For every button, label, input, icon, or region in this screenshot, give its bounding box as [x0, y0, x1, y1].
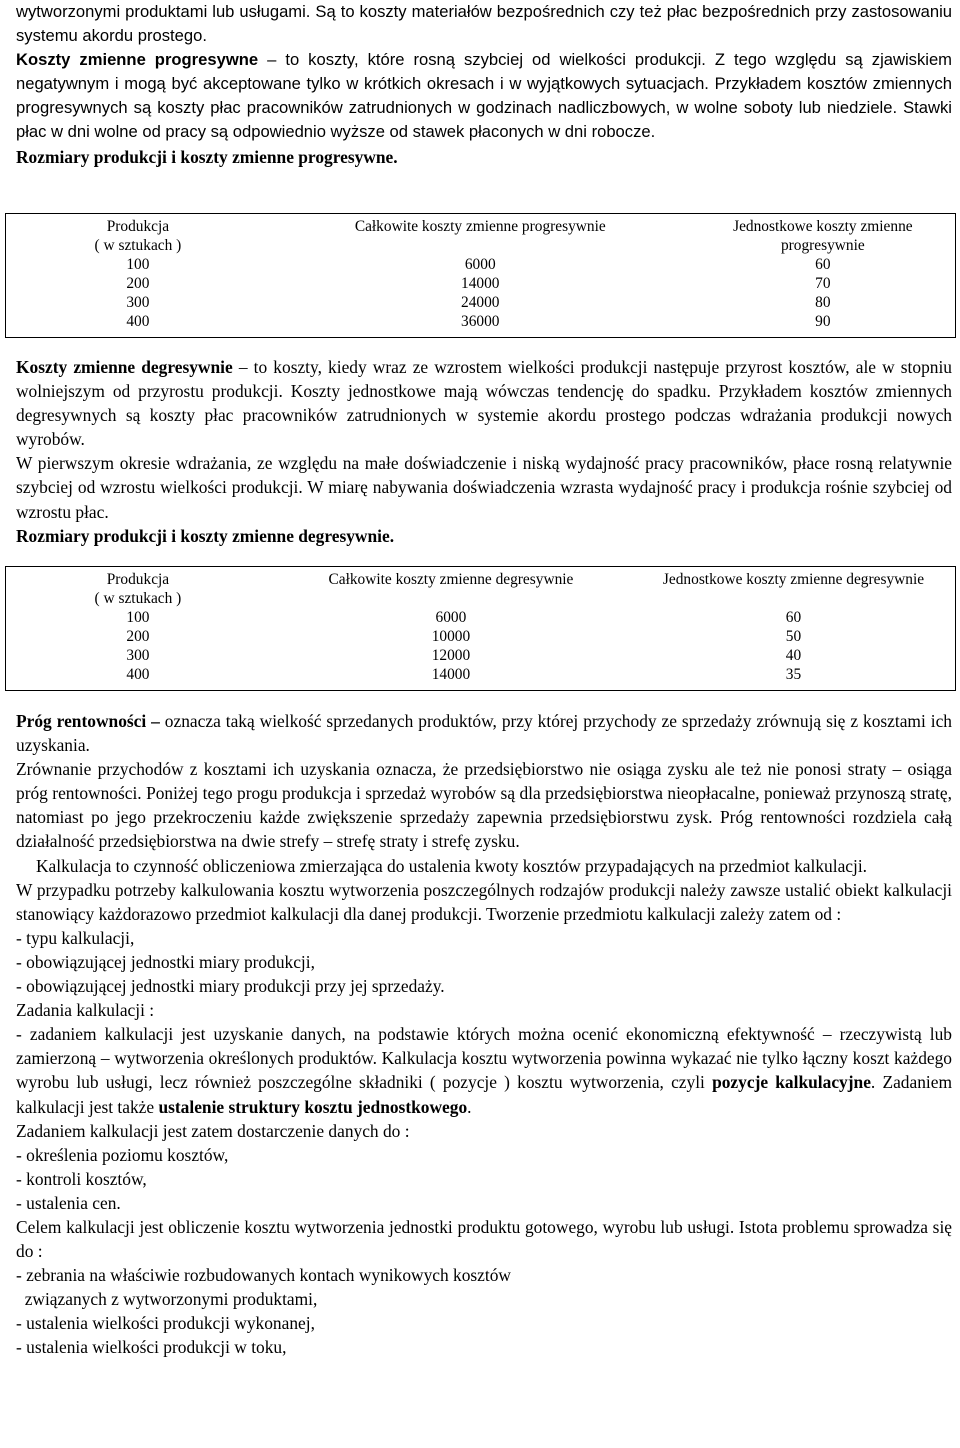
supply-item: - kontroli kosztów, [16, 1168, 147, 1189]
table-row: 200 10000 50 [126, 628, 802, 646]
dependency-item: - obowiązującej jednostki miary produkcji przy jej sprzedaży. [16, 976, 445, 997]
table-header-unit-costs: Jednostkowe koszty zmienne progresywnie [733, 218, 913, 255]
dependency-item: - typu kalkulacji, [16, 927, 135, 948]
breakeven-and-calculation-section [16, 709, 952, 1360]
goal-paragraph: Celem kalkulacji jest obliczenie kosztu wytworzenia jednostki produktu gotowego, wyrobu lub usługi. Istota problemu sprowadza się do : [16, 1216, 952, 1262]
degressive-costs-term: Koszty zmienne degresywnie [16, 357, 233, 377]
degressive-costs-table [5, 566, 956, 691]
supply-item: - ustalenia cen. [16, 1192, 121, 1213]
table-row: 200 14000 70 [126, 275, 831, 293]
goal-item: - zebrania na właściwie rozbudowanych kontach wynikowych kosztów [16, 1265, 511, 1286]
degressive-table-heading: Rozmiary produkcji i koszty zmienne degresywnie. [16, 525, 395, 546]
table-row: 300 12000 40 [126, 647, 802, 665]
progressive-costs-paragraph [16, 48, 952, 144]
table-header-total-costs: Całkowite koszty zmienne degresywnie [328, 571, 574, 588]
table-header-unit-costs: Jednostkowe koszty zmienne degresywnie [662, 571, 925, 588]
degressive-costs-paragraph: Koszty zmienne degresywnie – to koszty, kiedy wraz ze wzrostem wielkości produkcji następuje przyrost kosztów, ale w stopniu wolniejszym od przyrostu produkcji. Koszty jednostkowe mają wówczas tendencję do spadku. Przykładem kosztów zmiennych degresywnych są koszty płac pracowników zatrudnionych w systemie akordu prostego podczas wdrażania produkcji nowych wyrobów. [16, 357, 952, 450]
table-header-production: Produkcja ( w sztukach ) [94, 218, 182, 255]
degressive-costs-paragraph-2: W pierwszym okresie wdrażania, ze względu na małe doświadczenie i niską wydajność pracy pracowników, płace rosną relatywnie szybciej od wzrostu wielkości produkcji. W miarę nabywania doświadczenia wzrasta wydajność pracy i produkcja rośnie szybciej od wzrostu płac. [16, 453, 952, 522]
tasks-paragraph: - zadaniem kalkulacji jest uzyskanie danych, na podstawie których można ocenić ekonomiczną efektywność – rzeczywistą lub zamierzoną – wytworzenia określonych produktów. Kalkulacja kosztu wytworzenia powinna wykazać nie tylko łączny koszt każdego wyrobu lub usługi, lecz również poszczególne składniki ( pozycje ) kosztu wytworzenia, czyli pozycje kalkulacyjne. Zadaniem kalkulacji jest także ustalenie struktury kosztu jednostkowego. [16, 1024, 952, 1117]
table-row: 300 24000 80 [126, 294, 831, 312]
tasks-label: Zadania kalkulacji : [16, 1000, 155, 1021]
table-row: 100 6000 60 [126, 256, 831, 274]
table-row: 400 14000 35 [126, 666, 802, 684]
table-row: 400 36000 90 [126, 313, 831, 331]
breakeven-term: Próg rentowności – [16, 711, 160, 731]
progressive-table-heading: Rozmiary produkcji i koszty zmienne progresywne. [16, 146, 398, 167]
calculation-paragraph-2: W przypadku potrzeby kalkulowania kosztu wytworzenia poszczególnych rodzajów produkcji należy zawsze ustalić obiekt kalkulacji stanowiący każdorazowo przedmiot kalkulacji dla danej produkcji. Tworzenie przedmiotu kalkulacji zależy zatem od : [16, 879, 952, 924]
progressive-costs-definition: – to koszty, które rosną szybciej od wielkości produkcji. Z tego względu są zjawiskiem negatywnym i mogą być akceptowane tylko w krótkich okresach i w wyjątkowych sytuacjach. Przykładem kosztów zmiennych progresywnych są koszty płac pracowników zatrudnionych w godzinach nadliczbowych, w wolne soboty lub niedziele. Stawki płac w dni wolne od pracy są odpowiednio wyższe od stawek płaconych w dni robocze. [16, 50, 952, 142]
dependency-item: - obowiązującej jednostki miary produkcji, [16, 951, 315, 972]
breakeven-paragraph-2: Zrównanie przychodów z kosztami ich uzyskania oznacza, że przedsiębiorstwo nie osiąga zysku ale też nie ponosi straty – osiąga próg rentowności. Poniżej tego progu produkcja i sprzedaż wyrobów są dla przedsiębiorstwa nieopłacalne, ponieważ przynoszą stratę, natomiast po jego przekroczeniu każde zwiększenie sprzedaży zapewnia przedsiębiorstwu zysk. Próg rentowności rozdziela całą działalność przedsiębiorstwa na dwie strefy – strefę straty i strefę zysku. [16, 759, 952, 852]
intro-paragraph: wytworzonymi produktami lub usługami. Są to koszty materiałów bezpośrednich czy też płac bezpośrednich przy zastosowaniu systemu akordu prostego. [16, 2, 952, 46]
goal-item: związanych z wytworzonymi produktami, [16, 1289, 318, 1310]
table-row: 100 6000 60 [126, 609, 802, 627]
progressive-costs-section [16, 0, 952, 169]
goal-item: - ustalenia wielkości produkcji w toku, [16, 1337, 287, 1358]
table-header-production: Produkcja ( w sztukach ) [94, 571, 182, 608]
table-header-total-costs: Całkowite koszty zmienne progresywnie [354, 218, 606, 235]
degressive-costs-section [16, 355, 952, 548]
progressive-costs-table [5, 213, 956, 338]
calculation-definition: Kalkulacja to czynność obliczeniowa zmierzająca do ustalenia kwoty kosztów przypadających na przedmiot kalkulacji. [36, 855, 868, 876]
supply-item: - określenia poziomu kosztów, [16, 1144, 229, 1165]
supply-label: Zadaniem kalkulacji jest zatem dostarczenie danych do : [16, 1120, 410, 1141]
goal-item: - ustalenia wielkości produkcji wykonanej, [16, 1313, 315, 1334]
breakeven-paragraph: Próg rentowności – oznacza taką wielkość sprzedanych produktów, przy której przychody ze sprzedaży zrównują się z kosztami ich uzyskania. [16, 711, 952, 756]
progressive-costs-term: Koszty zmienne progresywne [16, 50, 259, 70]
